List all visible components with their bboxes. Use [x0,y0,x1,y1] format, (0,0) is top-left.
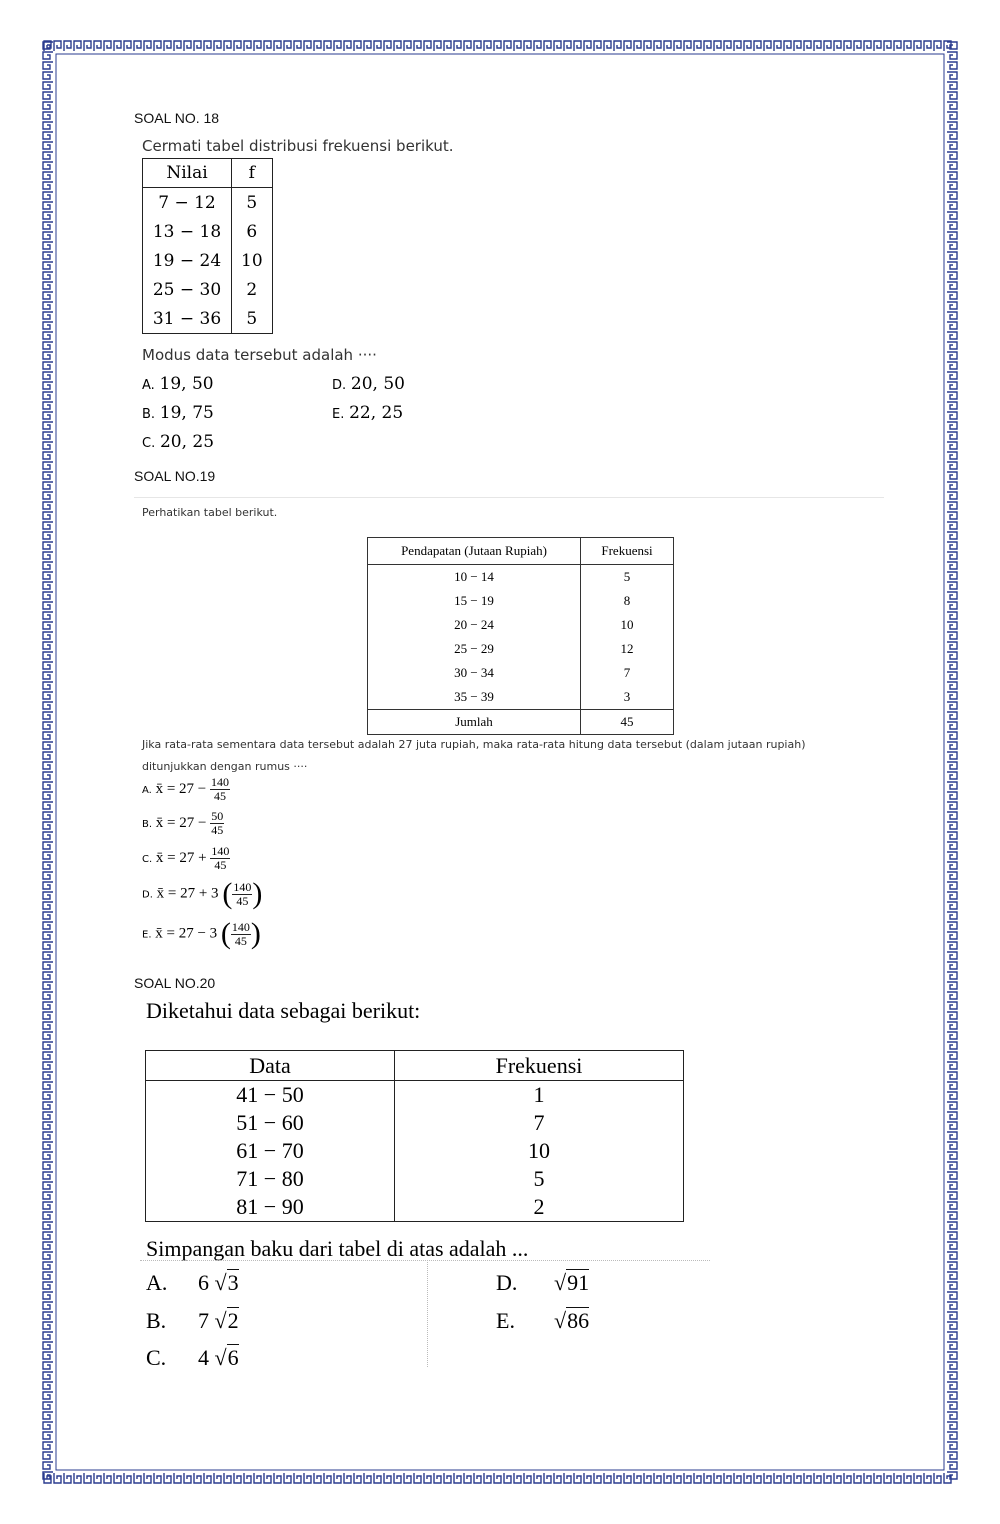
option-label: B. [142,818,153,830]
option-lhs: x̄ = 27 + 3 [156,885,219,902]
q19-option-e[interactable] [142,919,261,949]
q18-cell: 19 − 24 [143,246,232,275]
table-row [146,1165,684,1193]
q20-cell: 5 [533,1166,545,1191]
q18-cell: 10 [241,250,263,271]
table-row [146,1193,684,1222]
option-label: D. [496,1270,518,1295]
numerator: 140 [211,844,230,858]
option-label: E. [332,407,345,422]
table-row [143,217,273,246]
option-lhs: x̄ = 27 − [155,781,207,797]
q20-cell: 1 [533,1082,545,1107]
option-label: E. [496,1308,515,1333]
table-row [143,246,273,275]
denominator: 45 [234,933,247,948]
option-label: B. [146,1308,167,1333]
q20-cell: 2 [533,1194,545,1219]
q18-cell: 6 [246,221,258,242]
q20-cell: 61 − 70 [146,1137,395,1165]
table-row [368,637,674,661]
radicand: 2 [227,1308,239,1333]
q19-header-frequency: Frekuensi [581,538,674,565]
q19-option-b[interactable] [142,810,224,837]
fraction [232,881,252,908]
q20-data-table [145,1050,684,1222]
q18-header-nilai: Nilai [143,159,232,188]
table-row [143,275,273,304]
q18-option-e[interactable] [332,403,403,423]
option-lhs: x̄ = 27 + [155,850,207,866]
q18-cell: 5 [246,308,258,329]
option-value: 22, 25 [349,403,404,423]
table-row [146,1109,684,1137]
q19-option-a[interactable] [142,776,230,803]
option-label: D. [142,889,153,901]
q19-cell: 3 [623,689,631,704]
table-row [368,565,674,590]
table-row-total [368,710,674,735]
fraction [210,776,230,803]
table-row [143,304,273,334]
q19-question-line1: Jika rata-rata sementara data tersebut adalah 27 juta rupiah, maka rata-rata hitung data tersebut (dalam jutaan rupiah) [142,738,806,751]
q18-option-b[interactable] [142,403,214,423]
q18-cell: 31 − 36 [143,304,232,334]
option-value: 20, 50 [350,374,405,394]
q20-cell: 71 − 80 [146,1165,395,1193]
q20-question: Simpangan baku dari tabel di atas adalah ... [146,1236,529,1261]
right-paren: ) [252,877,263,910]
option-label: A. [142,378,155,393]
q19-cell: 10 [620,617,634,632]
q18-cell: 2 [246,279,258,300]
q19-question-line2: ditunjukkan dengan rumus ···· [142,760,308,773]
q19-cell: 10 − 14 [368,565,581,590]
dotted-column-divider [427,1262,428,1367]
q18-question: Modus data tersebut adalah ···· [142,346,377,364]
q20-cell: 10 [528,1138,550,1163]
q19-cell: 5 [623,569,631,584]
q18-frequency-table [142,158,273,334]
option-lhs: x̄ = 27 − 3 [155,925,218,942]
right-paren: ) [250,917,261,950]
q20-header-data: Data [146,1051,395,1081]
denominator: 45 [214,858,227,872]
numerator: 140 [233,879,252,894]
q20-cell: 41 − 50 [146,1081,395,1110]
q19-cell: 15 − 19 [368,589,581,613]
q18-cell: 25 − 30 [143,275,232,304]
q19-header-income: Pendapatan (Jutaan Rupiah) [368,538,581,565]
q19-cell: 25 − 29 [368,637,581,661]
option-label: A. [146,1270,168,1295]
option-label: E. [142,929,152,941]
q18-heading: SOAL NO. 18 [134,110,220,126]
denominator: 45 [211,823,224,837]
q19-total-label: Jumlah [368,710,581,735]
option-value: 19, 50 [159,374,214,394]
radicand: 91 [567,1270,590,1295]
option-label: C. [142,436,156,451]
table-row [368,685,674,710]
fraction [231,921,251,948]
q20-cell: 7 [533,1110,545,1135]
left-paren: ( [220,917,231,950]
q18-cell: 13 − 18 [143,217,232,246]
q20-header-frequency: Frekuensi [395,1051,684,1081]
q19-cell: 8 [623,593,631,608]
q19-option-d[interactable] [142,879,262,909]
q18-cell: 5 [246,192,258,213]
q19-option-c[interactable] [142,845,230,872]
option-value: 19, 75 [159,403,214,423]
q20-intro: Diketahui data sebagai berikut: [146,998,421,1023]
radicand: 86 [567,1308,590,1333]
q19-total-value: 45 [581,710,674,735]
q20-option-d[interactable]: D. √91 [496,1270,590,1295]
q20-option-b[interactable]: B. 7 √2 [146,1308,239,1333]
q20-option-c[interactable]: C. 4 √6 [146,1345,239,1370]
option-label: A. [142,784,152,796]
numerator: 140 [231,919,250,934]
option-label: C. [146,1345,167,1370]
option-value: 20, 25 [159,432,215,452]
fraction [210,810,224,837]
q20-option-e[interactable]: E. √86 [496,1308,590,1333]
q18-option-c[interactable] [142,432,214,452]
numerator: 140 [211,775,230,789]
table-row [146,1081,684,1110]
q18-option-a[interactable] [142,374,214,394]
q18-header-f: f [232,159,273,188]
option-label: C. [142,853,153,865]
option-label: D. [332,378,347,393]
option-coef: 4 [198,1345,209,1370]
q19-cell: 30 − 34 [368,661,581,685]
q19-cell: 20 − 24 [368,613,581,637]
denominator: 45 [236,893,249,908]
table-row [368,613,674,637]
q20-cell: 81 − 90 [146,1193,395,1222]
left-paren: ( [222,877,233,910]
fraction [210,845,230,872]
q20-cell: 51 − 60 [146,1109,395,1137]
table-row [143,188,273,218]
option-label: B. [142,407,156,422]
q18-intro: Cermati tabel distribusi frekuensi berikut. [142,137,454,155]
radicand: 3 [227,1270,239,1295]
q19-intro: Perhatikan tabel berikut. [142,506,278,519]
q18-cell: 7 − 12 [143,188,232,218]
q20-heading: SOAL NO.20 [134,975,216,991]
q20-option-a[interactable]: A. 6 √3 [146,1270,239,1295]
q19-cell: 35 − 39 [368,685,581,710]
table-row [368,589,674,613]
q18-option-d[interactable] [332,374,405,394]
q19-cell: 12 [620,641,634,656]
radicand: 6 [227,1345,239,1370]
table-row [146,1137,684,1165]
dotted-divider [140,1260,710,1261]
option-coef: 6 [198,1270,209,1295]
q19-cell: 7 [623,665,631,680]
divider [134,497,884,498]
q19-heading: SOAL NO.19 [134,468,216,484]
table-row [368,661,674,685]
numerator: 50 [211,809,224,823]
denominator: 45 [214,789,227,803]
q19-income-table [367,537,674,735]
option-lhs: x̄ = 27 − [155,815,207,831]
option-coef: 7 [198,1308,209,1333]
